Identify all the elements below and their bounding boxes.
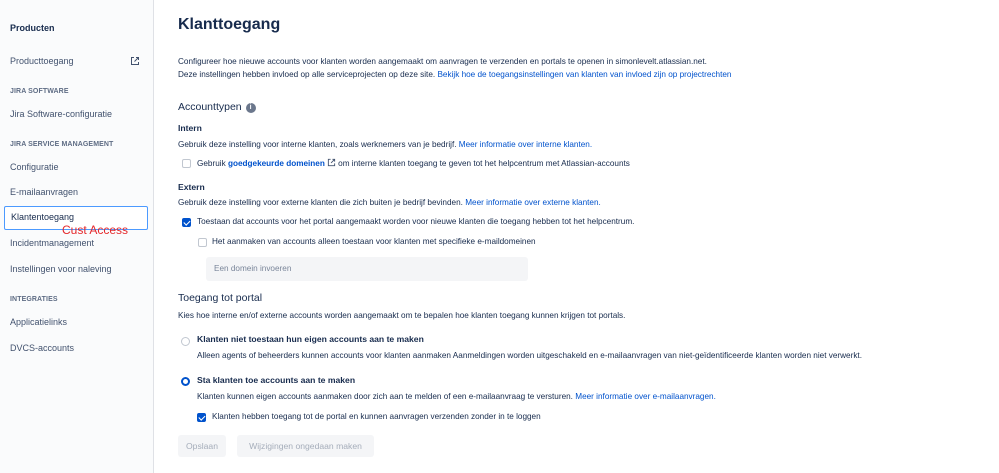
sidebar-item-compliance-settings[interactable] (4, 258, 148, 280)
sidebar-item-label: Producttoegang (10, 56, 74, 66)
sidebar-item-label: Applicatielinks (10, 317, 68, 327)
external-link-icon (327, 158, 336, 167)
annotation-label: Cust Access (62, 223, 129, 237)
approved-domains-link[interactable]: goedgekeurde domeinen (227, 159, 325, 168)
access-without-login-label: Klanten hebben toegang tot de portal en kunnen aanvragen verzenden zonder in te loggen (212, 412, 541, 421)
page-title: Klanttoegang (178, 16, 281, 33)
external-desc-text: Gebruik deze instelling voor externe klanten die zich buiten je bedrijf bevinden. (178, 198, 463, 207)
approved-domains-suffix: om interne klanten toegang te geven tot het helpcentrum met Atlassian-accounts (338, 159, 630, 168)
sidebar-item-application-links[interactable] (4, 311, 148, 333)
sidebar-heading-jsm: JIRA SERVICE MANAGEMENT (10, 141, 114, 148)
sidebar-item-email-requests[interactable] (4, 181, 148, 203)
portal-access-heading: Toegang tot portal (178, 292, 263, 304)
restrict-domains-checkbox[interactable] (198, 238, 207, 247)
sidebar-item-dvcs-accounts[interactable] (4, 337, 148, 359)
internal-desc-text: Gebruik deze instelling voor interne klanten, zoals werknemers van je bedrijf. (178, 140, 457, 149)
email-requests-link[interactable]: Meer informatie over e-mailaanvragen. (575, 392, 716, 401)
allow-own-accounts-description (197, 392, 716, 401)
sidebar-heading-jira-software: JIRA SOFTWARE (10, 88, 69, 95)
access-without-login-checkbox[interactable] (197, 413, 206, 422)
allow-own-accounts-desc-text: Klanten kunnen eigen accounts aanmaken door zich aan te melden of een e-mailaanvraag te versturen. (197, 392, 573, 401)
sidebar-item-label: Jira Software-configuratie (10, 109, 113, 119)
sidebar-item-configuration[interactable] (4, 156, 148, 178)
approved-domains-prefix: Gebruik (197, 159, 226, 168)
project-permissions-link[interactable]: Bekijk hoe de toegangsinstellingen van klanten van invloed zijn op projectrechten (437, 70, 732, 79)
sidebar-item-label: DVCS-accounts (10, 343, 75, 353)
disallow-own-accounts-description: Alleen agents of beheerders kunnen accounts voor klanten aanmaken Aanmeldingen worden uitgeschakeld en e-mailaanvragen van niet-geïdentificeerde klanten worden niet verwerkt. (197, 351, 862, 360)
sidebar-item-label: Instellingen voor naleving (10, 264, 112, 274)
undo-changes-button[interactable]: Wijzigingen ongedaan maken (237, 435, 374, 457)
internal-customers-link[interactable]: Meer informatie over interne klanten. (458, 140, 593, 149)
intro-line-2 (178, 70, 732, 79)
account-types-heading (178, 101, 256, 113)
sidebar-item-label: Configuratie (10, 162, 59, 172)
external-customers-link[interactable]: Meer informatie over externe klanten. (465, 198, 601, 207)
allow-portal-accounts-label: Toestaan dat accounts voor het portal aangemaakt worden voor nieuwe klanten die toegang hebben tot het helpcentrum. (197, 217, 635, 226)
external-description (178, 198, 601, 207)
allow-own-accounts-radio[interactable] (181, 377, 190, 386)
sidebar-heading-integrations: INTEGRATIES (10, 296, 58, 303)
disallow-own-accounts-radio[interactable] (181, 337, 190, 346)
account-types-heading-text: Accounttypen (178, 101, 242, 113)
external-heading: Extern (178, 182, 205, 192)
sidebar-item-label: Klantentoegang (11, 212, 75, 222)
restrict-domains-label: Het aanmaken van accounts alleen toestaan voor klanten met specifieke e-maildomeinen (212, 237, 536, 246)
sidebar-title: Producten (10, 23, 55, 33)
intro-line-1: Configureer hoe nieuwe accounts voor klanten worden aangemaakt om aanvragen te verzenden en portals te openen in simonlevelt.atlassian.net. (178, 57, 707, 66)
sidebar-item-label: Incidentmanagement (10, 238, 95, 248)
external-link-icon (130, 56, 140, 66)
disallow-own-accounts-title: Klanten niet toestaan hun eigen accounts aan te maken (197, 334, 424, 344)
info-icon[interactable]: i (246, 103, 256, 113)
save-button[interactable]: Opslaan (178, 435, 226, 457)
internal-description (178, 140, 592, 149)
domain-input[interactable] (206, 257, 528, 281)
intro-text: Deze instellingen hebben invloed op alle serviceprojecten op deze site. (178, 70, 436, 79)
allow-portal-accounts-checkbox[interactable] (182, 218, 191, 227)
sidebar-item-product-access[interactable] (4, 50, 148, 72)
approved-domains-label (197, 158, 630, 168)
internal-heading: Intern (178, 123, 202, 133)
allow-own-accounts-title: Sta klanten toe accounts aan te maken (197, 375, 356, 385)
sidebar-item-jira-software-config[interactable] (4, 103, 148, 125)
portal-access-description: Kies hoe interne en/of externe accounts worden aangemaakt om te bepalen hoe klanten toegang kunnen krijgen tot portals. (178, 311, 626, 320)
sidebar-item-label: E-mailaanvragen (10, 187, 79, 197)
approved-domains-checkbox[interactable] (182, 159, 191, 168)
